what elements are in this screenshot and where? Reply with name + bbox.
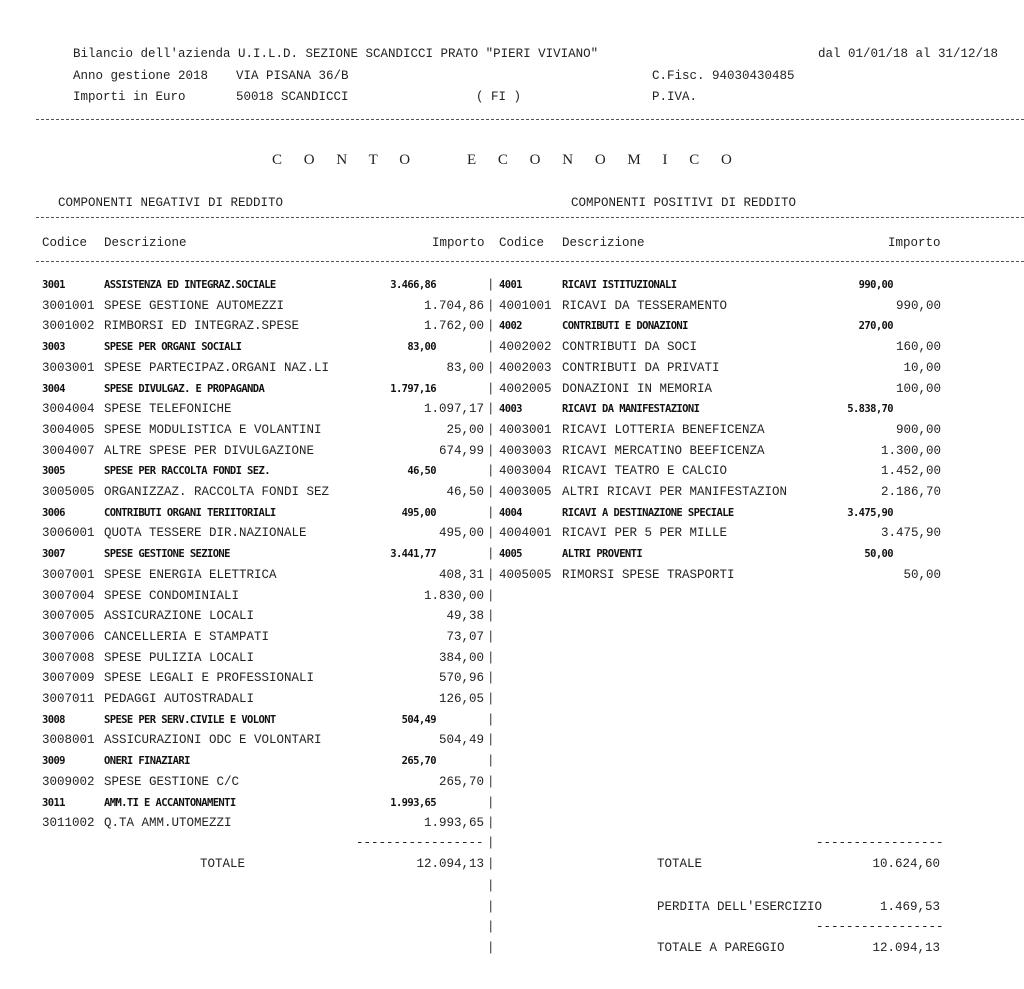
row-description: RIMBORSI ED INTEGRAZ.SPESE [104, 319, 300, 334]
group-description: SPESE DIVULGAZ. E PROPAGANDA [104, 382, 265, 395]
row-description: QUOTA TESSERE DIR.NAZIONALE [104, 526, 307, 541]
row-amount: 73,07 [446, 629, 484, 644]
row-code: 3007 [42, 548, 65, 561]
row-amount: 1.097,17 [423, 402, 484, 417]
group-amount: 5.838,70 [847, 403, 893, 416]
left-total-value: 12.094,13 [416, 857, 484, 871]
col-descrizione-right: Descrizione [562, 236, 645, 250]
row-amount: 1.762,00 [423, 319, 484, 334]
row-description: SPESE MODULISTICA E VOLANTINI [104, 422, 322, 437]
row-description: CONTRIBUTI DA PRIVATI [562, 360, 720, 375]
row-code: 3004 [42, 382, 65, 395]
row-description: SPESE TELEFONICHE [104, 402, 232, 417]
group-description: SPESE PER RACCOLTA FONDI SEZ. [104, 465, 270, 478]
group-amount: 1.993,65 [390, 796, 436, 809]
separator-bar: | [487, 588, 495, 603]
separator-bar: | [487, 360, 495, 375]
title-economico: E C O N O M I C O [467, 152, 741, 168]
row-description: CANCELLERIA E STAMPATI [104, 629, 270, 644]
row-description: ORGANIZZAZ. RACCOLTA FONDI SEZ [104, 485, 330, 499]
row-code: 3007006 [42, 629, 95, 644]
row-code: 3011002 [42, 816, 95, 831]
group-description: SPESE PER SERV.CIVILE E VOLONT [104, 713, 276, 726]
row-code: 4004001 [499, 526, 552, 541]
balance-value: 12.094,13 [872, 941, 940, 955]
group-amount: 3.441,77 [390, 548, 436, 561]
row-description: SPESE GESTIONE C/C [104, 774, 240, 789]
group-amount: 3.475,90 [847, 506, 893, 519]
right-total-underline: ----------------- [816, 836, 944, 850]
row-description: ASSICURAZIONI ODC E VOLONTARI [104, 733, 322, 748]
row-amount: 570,96 [438, 671, 484, 686]
row-amount: 25,00 [446, 422, 484, 437]
row-code: 3007009 [42, 671, 95, 686]
row-description: SPESE ENERGIA ELETTRICA [104, 567, 277, 582]
row-code: 4001 [499, 279, 522, 291]
row-code: 3004007 [42, 443, 95, 458]
period: dal 01/01/18 al 31/12/18 [818, 47, 999, 61]
row-amount: 1.704,86 [423, 298, 484, 313]
row-code: 3007008 [42, 650, 95, 665]
group-amount: 83,00 [407, 341, 436, 354]
row-code: 4003003 [499, 443, 552, 458]
row-description: CONTRIBUTI DA SOCI [562, 340, 698, 355]
row-description: RICAVI MERCATINO BEEFICENZA [562, 443, 765, 458]
row-description: RIMORSI SPESE TRASPORTI [562, 567, 735, 582]
row-amount: 504,49 [438, 733, 484, 748]
row-code: 3009 [42, 755, 65, 768]
group-description: CONTRIBUTI E DONAZIONI [562, 320, 688, 333]
group-description: SPESE PER ORGANI SOCIALI [104, 341, 242, 354]
row-code: 3001001 [42, 298, 95, 313]
loss-label: PERDITA DELL'ESERCIZIO [657, 900, 823, 914]
row-amount: 49,38 [446, 609, 484, 624]
balance-label: TOTALE A PAREGGIO [657, 941, 785, 955]
group-amount: 495,00 [401, 506, 436, 519]
group-description: CONTRIBUTI ORGANI TERIITORIALI [104, 506, 276, 519]
separator-bar: | [487, 671, 495, 686]
col-importo-left: Importo [432, 236, 485, 250]
group-amount: 50,00 [864, 548, 893, 561]
row-amount: 265,70 [438, 774, 484, 789]
codice-fiscale: C.Fisc. 94030430485 [652, 69, 795, 83]
row-code: 4003005 [499, 485, 552, 499]
row-amount: 408,31 [438, 567, 484, 582]
row-amount: 10,00 [903, 360, 941, 375]
row-code: 3007011 [42, 692, 95, 706]
separator-bar: | [487, 464, 495, 479]
right-total-value: 10.624,60 [872, 857, 940, 871]
row-code: 4003001 [499, 422, 552, 437]
col-importo-right: Importo [888, 236, 941, 250]
row-amount: 2.186,70 [880, 485, 941, 499]
row-code: 3006 [42, 506, 65, 519]
section-positive: COMPONENTI POSITIVI DI REDDITO [571, 196, 797, 210]
title-conto: C O N T O [272, 152, 420, 168]
separator-bar: | [487, 941, 495, 955]
group-amount: 1.797,16 [390, 382, 436, 395]
separator-bar: | [487, 900, 495, 914]
row-description: RICAVI DA TESSERAMENTO [562, 298, 728, 313]
group-amount: 504,49 [401, 713, 436, 726]
separator-bar: | [487, 692, 495, 706]
row-amount: 1.300,00 [880, 443, 941, 458]
row-amount: 495,00 [438, 526, 484, 541]
row-code: 4003004 [499, 464, 552, 479]
row-code: 3004004 [42, 402, 95, 417]
group-amount: 990,00 [858, 279, 893, 291]
row-code: 4005 [499, 548, 522, 561]
row-code: 3011 [42, 796, 65, 809]
group-amount: 46,50 [407, 465, 436, 478]
row-description: SPESE PARTECIPAZ.ORGANI NAZ.LI [104, 360, 330, 375]
anno-gestione: Anno gestione 2018 [73, 69, 209, 83]
row-amount: 100,00 [895, 381, 941, 396]
separator-bar: | [487, 629, 495, 644]
divider [36, 217, 1024, 218]
row-code: 3005005 [42, 485, 95, 499]
separator-bar: | [487, 319, 495, 334]
group-amount: 265,70 [401, 755, 436, 768]
separator-bar: | [487, 795, 495, 810]
group-description: RICAVI A DESTINAZIONE SPECIALE [562, 506, 734, 519]
separator-bar: | [487, 857, 495, 871]
row-code: 4002002 [499, 340, 552, 355]
group-amount: 270,00 [858, 320, 893, 333]
partita-iva: P.IVA. [652, 90, 698, 104]
separator-bar: | [487, 733, 495, 748]
row-code: 4004 [499, 506, 522, 519]
separator-bar: | [487, 567, 495, 582]
row-code: 3001002 [42, 319, 95, 334]
separator-bar: | [487, 422, 495, 437]
separator-bar: | [487, 609, 495, 624]
row-code: 4002005 [499, 381, 552, 396]
company-line: Bilancio dell'azienda U.I.L.D. SEZIONE SCANDICCI PRATO "PIERI VIVIANO" [73, 47, 599, 61]
row-code: 3005 [42, 465, 65, 478]
row-description: DONAZIONI IN MEMORIA [562, 381, 713, 396]
divider [36, 261, 1024, 262]
col-codice-left: Codice [42, 236, 88, 250]
separator-bar: | [487, 443, 495, 458]
row-amount: 1.830,00 [423, 588, 484, 603]
row-description: ALTRE SPESE PER DIVULGAZIONE [104, 443, 315, 458]
row-description: Q.TA AMM.UTOMEZZI [104, 816, 232, 831]
importi-label: Importi in Euro [73, 90, 186, 104]
row-code: 3009002 [42, 774, 95, 789]
row-code: 3003001 [42, 360, 95, 375]
separator-bar: | [487, 298, 495, 313]
group-description: AMM.TI E ACCANTONAMENTI [104, 796, 236, 809]
group-description: ONERI FINAZIARI [104, 755, 190, 768]
row-code: 4002003 [499, 360, 552, 375]
left-total-label: TOTALE [200, 857, 246, 871]
row-amount: 126,05 [438, 692, 484, 706]
row-description: PEDAGGI AUTOSTRADALI [104, 692, 255, 706]
province: ( FI ) [476, 90, 522, 104]
separator-bar: | [487, 402, 495, 417]
row-code: 3003 [42, 341, 65, 354]
row-description: SPESE GESTIONE AUTOMEZZI [104, 298, 285, 313]
section-negative: COMPONENTI NEGATIVI DI REDDITO [58, 196, 284, 210]
city: 50018 SCANDICCI [236, 90, 349, 104]
row-amount: 1.452,00 [880, 464, 941, 479]
group-description: ALTRI PROVENTI [562, 548, 643, 561]
row-amount: 990,00 [895, 298, 941, 313]
row-amount: 46,50 [446, 485, 484, 499]
separator-bar: | [487, 547, 495, 562]
row-code: 3006001 [42, 526, 95, 541]
row-amount: 3.475,90 [880, 526, 941, 541]
separator-bar: | [487, 278, 495, 292]
row-description: SPESE PULIZIA LOCALI [104, 650, 255, 665]
row-amount: 83,00 [446, 360, 484, 375]
row-code: 4005005 [499, 567, 552, 582]
separator-bar: | [487, 816, 495, 831]
separator-bar: | [487, 836, 495, 850]
row-description: SPESE CONDOMINIALI [104, 588, 240, 603]
row-amount: 384,00 [438, 650, 484, 665]
row-code: 4001001 [499, 298, 552, 313]
group-description: ASSISTENZA ED INTEGRAZ.SOCIALE [104, 279, 276, 291]
separator-bar: | [487, 340, 495, 355]
row-code: 3007001 [42, 567, 95, 582]
right-total-label: TOTALE [657, 857, 703, 871]
row-description: RICAVI LOTTERIA BENEFICENZA [562, 422, 765, 437]
row-code: 3008 [42, 713, 65, 726]
group-description: SPESE GESTIONE SEZIONE [104, 548, 230, 561]
separator-bar: | [487, 774, 495, 789]
row-code: 3007004 [42, 588, 95, 603]
row-description: ALTRI RICAVI PER MANIFESTAZION [562, 485, 788, 499]
separator-bar: | [487, 505, 495, 520]
group-amount: 3.466,86 [390, 279, 436, 291]
separator-bar: | [487, 485, 495, 499]
row-description: SPESE LEGALI E PROFESSIONALI [104, 671, 315, 686]
row-amount: 50,00 [903, 567, 941, 582]
row-code: 3007005 [42, 609, 95, 624]
row-amount: 900,00 [895, 422, 941, 437]
row-amount: 1.993,65 [423, 816, 484, 831]
separator-bar: | [487, 381, 495, 396]
row-amount: 160,00 [895, 340, 941, 355]
col-codice-right: Codice [499, 236, 545, 250]
row-description: RICAVI PER 5 PER MILLE [562, 526, 728, 541]
separator-bar: | [487, 920, 495, 934]
left-total-underline: ----------------- [356, 836, 484, 850]
row-code: 3008001 [42, 733, 95, 748]
row-description: RICAVI TEATRO E CALCIO [562, 464, 728, 479]
loss-value: 1.469,53 [879, 900, 940, 914]
col-descrizione-left: Descrizione [104, 236, 187, 250]
separator-bar: | [487, 650, 495, 665]
row-code: 3004005 [42, 422, 95, 437]
separator-bar: | [487, 526, 495, 541]
row-amount: 674,99 [438, 443, 484, 458]
row-description: ASSICURAZIONE LOCALI [104, 609, 255, 624]
divider [36, 119, 1024, 120]
row-code: 3001 [42, 279, 65, 291]
separator-bar: | [487, 712, 495, 727]
row-code: 4002 [499, 320, 522, 333]
separator-bar: | [487, 754, 495, 769]
group-description: RICAVI DA MANIFESTAZIONI [562, 403, 700, 416]
group-description: RICAVI ISTITUZIONALI [562, 279, 677, 291]
row-code: 4003 [499, 403, 522, 416]
separator-bar: | [487, 879, 495, 893]
address: VIA PISANA 36/B [236, 69, 349, 83]
balance-underline: ----------------- [816, 920, 944, 934]
